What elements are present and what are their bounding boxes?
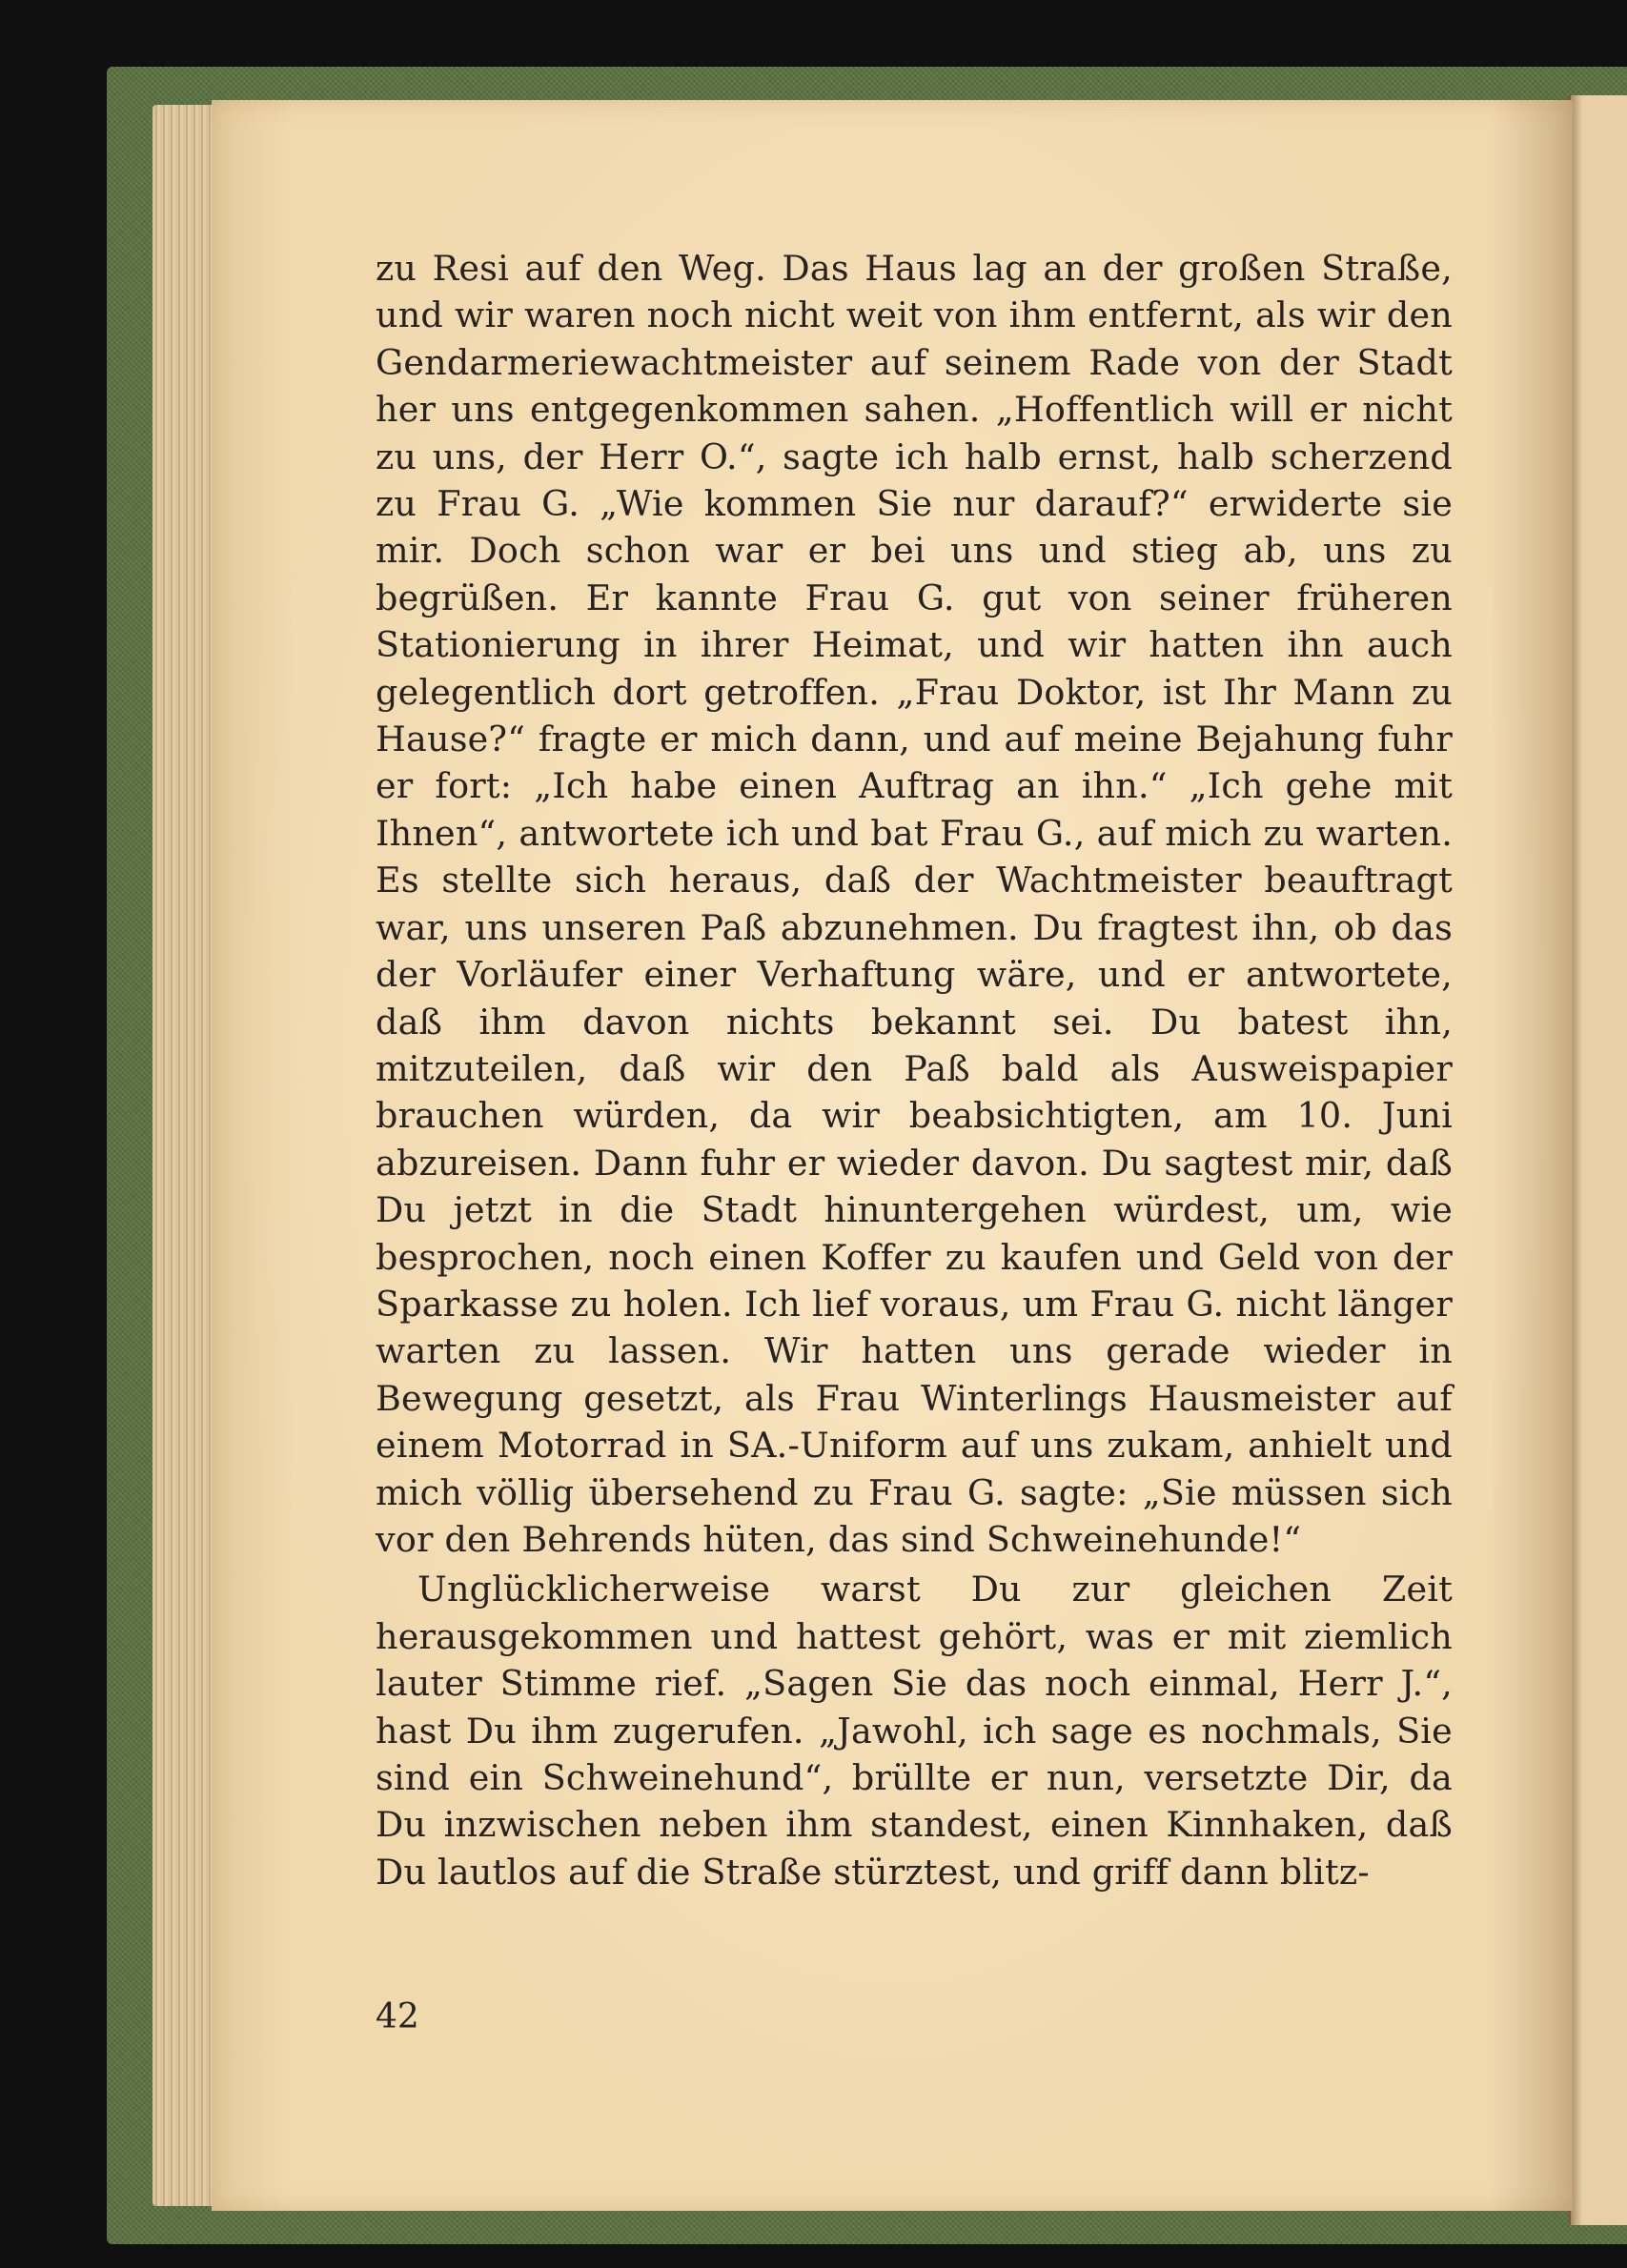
body-text	[376, 245, 1453, 1895]
page-number: 42	[376, 1997, 419, 2036]
book-page	[212, 100, 1573, 2211]
paragraph-2: Unglücklicherweise warst Du zur gleichen Zeit herausgekommen und hattest gehört, was er mit ziemlich lauter Stimme rief. „Sagen Sie das noch einmal, Herr J.“, hast Du ihm zugerufen. „Jawohl, ich sage es nochmals, Sie sind ein Schweinehund“, brüllte er nun, versetzte Dir, da Du inzwischen neben ihm standest, einen Kinnhaken, daß Du lautlos auf die Straße stürztest, und griff dann blitz-	[376, 1569, 1453, 1893]
paragraph-1: zu Resi auf den Weg. Das Haus lag an der großen Straße, und wir waren noch nicht weit von ihm entfernt, als wir den Gendarmeriewachtmeister auf seinem Rade von der Stadt her uns entgegenkommen sahen. „Hoffentlich will er nicht zu uns, der Herr O.“, sagte ich halb ernst, halb scherzend zu Frau G. „Wie kommen Sie nur darauf?“ erwiderte sie mir. Doch schon war er bei uns und stieg ab, uns zu begrüßen. Er kannte Frau G. gut von seiner früheren Stationierung in ihrer Heimat, und wir hatten ihn auch gelegentlich dort getroffen. „Frau Doktor, ist Ihr Mann zu Hause?“ fragte er mich dann, und auf meine Bejahung fuhr er fort: „Ich habe einen Auftrag an ihn.“ „Ich gehe mit Ihnen“, antwortete ich und bat Frau G., auf mich zu warten. Es stellte sich heraus, daß der Wachtmeister beauftragt war, uns unseren Paß abzunehmen. Du fragtest ihn, ob das der Vorläufer einer Verhaftung wäre, und er antwortete, daß ihm davon nichts bekannt sei. Du batest ihn, mitzuteilen, daß wir den Paß bald als Ausweispapier brauchen würden, da wir beabsichtigten, am 10. Juni abzureisen. Dann fuhr er wieder davon. Du sagtest mir, daß Du jetzt in die Stadt hinuntergehen würdest, um, wie besprochen, noch einen Koffer zu kaufen und Geld von der Sparkasse zu holen. Ich lief voraus, um Frau G. nicht länger warten zu lassen. Wir hatten uns gerade wieder in Bewegung gesetzt, als Frau Winterlings Hausmeister auf einem Motorrad in SA.-Uniform auf uns zukam, anhielt und mich völlig übersehend zu Frau G. sagte: „Sie müssen sich vor den Behrends hüten, das sind Schweinehunde!“	[376, 248, 1453, 1560]
facing-page-edge	[1568, 95, 1627, 2225]
